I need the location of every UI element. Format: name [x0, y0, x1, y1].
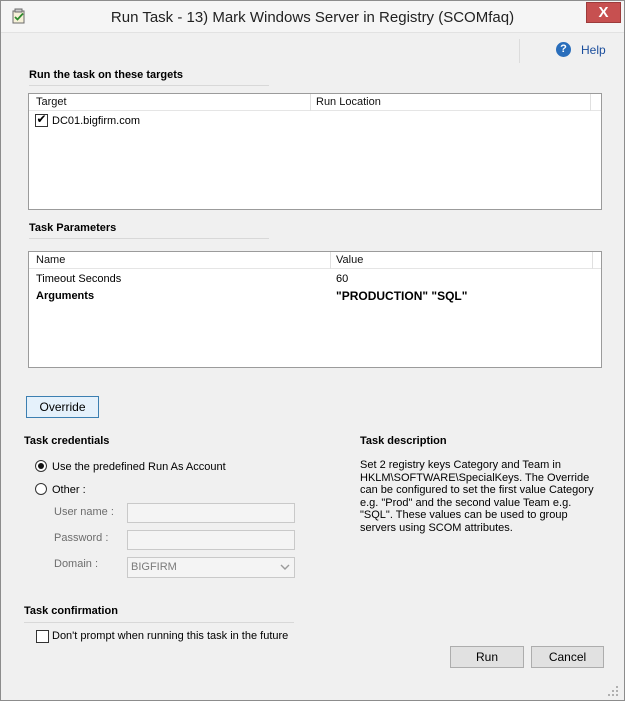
password-field[interactable]: [127, 530, 295, 550]
close-button[interactable]: [586, 2, 621, 23]
column-header-value[interactable]: Value: [336, 254, 364, 266]
help-icon[interactable]: ?: [556, 42, 571, 57]
column-header-target[interactable]: Target: [36, 96, 67, 108]
column-header-name[interactable]: Name: [36, 254, 66, 266]
parameters-list[interactable]: [28, 251, 602, 368]
override-button[interactable]: Override: [26, 396, 99, 418]
run-button[interactable]: Run: [450, 646, 524, 668]
targets-list[interactable]: [28, 93, 602, 210]
column-header-run-location[interactable]: Run Location: [316, 96, 381, 108]
window-title: Run Task - 13) Mark Windows Server in Registry (SCOMfaq): [110, 9, 515, 26]
column-separator[interactable]: [330, 252, 331, 269]
predefined-account-label[interactable]: Use the predefined Run As Account: [52, 461, 226, 473]
param-value: "PRODUCTION" "SQL": [336, 289, 468, 303]
targets-section-title: Run the task on these targets: [29, 69, 184, 81]
checkmark-icon: ✔: [36, 112, 47, 126]
description-section-title: Task description: [360, 435, 447, 447]
parameters-list-header: [29, 252, 601, 269]
param-name: Arguments: [36, 290, 95, 302]
help-area: [519, 39, 615, 63]
param-name: Timeout Seconds: [36, 273, 122, 285]
chevron-down-icon: [279, 560, 291, 575]
radio-selected-dot: [38, 463, 44, 469]
domain-value: BIGFIRM: [131, 561, 177, 573]
username-label: User name :: [54, 506, 114, 518]
credentials-section-title: Task credentials: [24, 435, 110, 447]
close-icon: X: [598, 4, 609, 21]
target-name: DC01.bigfirm.com: [52, 115, 141, 127]
targets-divider: [29, 85, 269, 86]
domain-label: Domain :: [54, 558, 99, 570]
help-link[interactable]: Help: [581, 43, 606, 57]
confirmation-divider: [24, 622, 294, 623]
column-separator[interactable]: [592, 252, 593, 269]
dont-prompt-label[interactable]: Don't prompt when running this task in the future: [52, 630, 289, 642]
title-bar[interactable]: [1, 1, 624, 33]
task-description-text: Set 2 registry keys Category and Team in HKLM\SOFTWARE\SpecialKeys. The Override can be configured to set the first value Category e.g. "Prod" and the second value Team e.g. "SQL". These values can be used to group servers using SCOM attributes.: [360, 459, 594, 534]
target-checkbox[interactable]: [35, 114, 48, 127]
parameters-section-title: Task Parameters: [29, 222, 117, 234]
param-value: 60: [336, 273, 349, 285]
resize-grip-icon[interactable]: [607, 685, 619, 697]
confirmation-section-title: Task confirmation: [24, 605, 118, 617]
predefined-account-radio[interactable]: [35, 460, 47, 472]
username-field[interactable]: [127, 503, 295, 523]
password-label: Password :: [54, 532, 109, 544]
column-separator[interactable]: [590, 94, 591, 111]
domain-dropdown[interactable]: [127, 557, 295, 578]
other-account-label[interactable]: Other :: [52, 484, 86, 496]
parameters-divider: [29, 238, 269, 239]
dont-prompt-checkbox[interactable]: [36, 630, 49, 643]
targets-list-header: [29, 94, 601, 111]
other-account-radio[interactable]: [35, 483, 47, 495]
column-separator[interactable]: [310, 94, 311, 111]
cancel-button[interactable]: Cancel: [531, 646, 604, 668]
